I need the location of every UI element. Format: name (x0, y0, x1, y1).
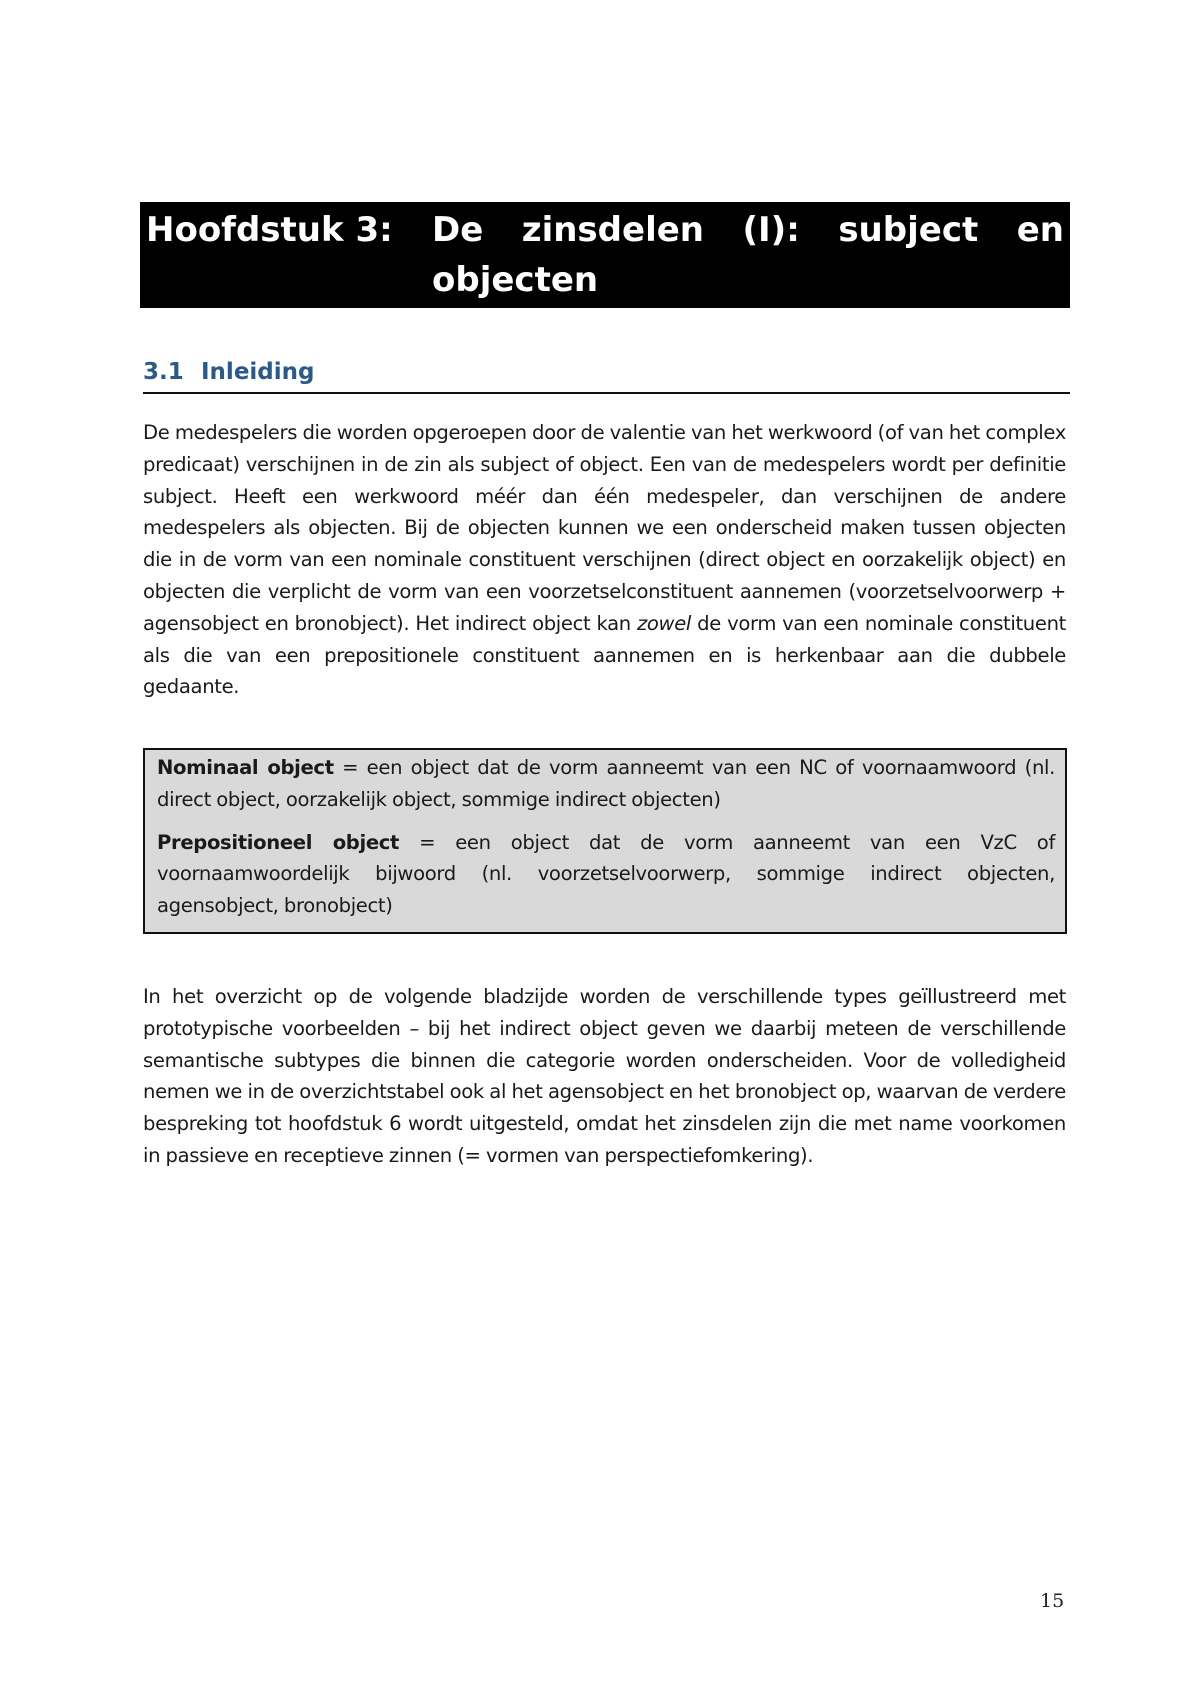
chapter-title-line-1: De zinsdelen (I): subject en (432, 210, 1064, 250)
intro-text-part-2: de vorm van een nominale constituent als die van een prepositionele constituent aannemen en is herkenbaar aan die dubbele gedaante. (143, 611, 1066, 699)
page-number: 15 (1040, 1590, 1065, 1612)
chapter-title (432, 205, 1064, 305)
definition-prepositional-object (157, 827, 1055, 922)
definition-text: = een object dat de vorm aanneemt van een VzC of voornaamwoordelijk bijwoord (nl. voorzetselvoorwerp, sommige indirect objecten, agensobject, bronobject) (157, 830, 1055, 918)
section-heading (143, 356, 1070, 394)
definition-nominal-object (157, 752, 1055, 816)
definition-text: = een object dat de vorm aanneemt van een NC of voornaamwoord (nl. direct object, oorzakelijk object, sommige indirect objecten) (157, 756, 1056, 811)
definition-box (143, 748, 1067, 934)
intro-text-emphasis: zowel (636, 611, 692, 635)
chapter-label: Hoofdstuk 3: (146, 210, 393, 250)
section-number: 3.1 (143, 359, 184, 385)
chapter-title-line-2: objecten (432, 260, 599, 300)
intro-text-part-1: De medespelers die worden opgeroepen door de valentie van het werkwoord (of van het complex predicaat) verschijnen in de zin als subject of object. Een van de medespelers wordt per definitie subject. Heeft een werkwoord méér dan één medespeler, dan verschijnen de andere medespelers als objecten. Bij de objecten kunnen we een onderscheid maken tussen objecten die in de vorm van een nominale constituent verschijnen (direct object en oorzakelijk object) en objecten die verplicht de vorm van een voorzetselconstituent aannemen (voorzetselvoorwerp + agensobject en bronobject). Het indirect object kan (143, 421, 1066, 635)
section-title: Inleiding (201, 359, 315, 385)
overview-paragraph: In het overzicht op de volgende bladzijde worden de verschillende types geïllustreerd met prototypische voorbeelden – bij het indirect object geven we daarbij meteen de verschillende semantische subtypes die binnen die categorie worden onderscheiden. Voor de volledigheid nemen we in de overzichtstabel ook al het agensobject en het bronobject op, waarvan de verdere bespreking tot hoofdstuk 6 wordt uitgesteld, omdat het zinsdelen zijn die met name voorkomen in passieve en receptieve zinnen (= vormen van perspectiefomkering). (143, 985, 1066, 1167)
intro-paragraph (143, 417, 1066, 703)
definition-term: Nominaal object (157, 756, 334, 779)
chapter-banner (140, 202, 1070, 308)
definition-term: Prepositioneel object (157, 830, 400, 854)
